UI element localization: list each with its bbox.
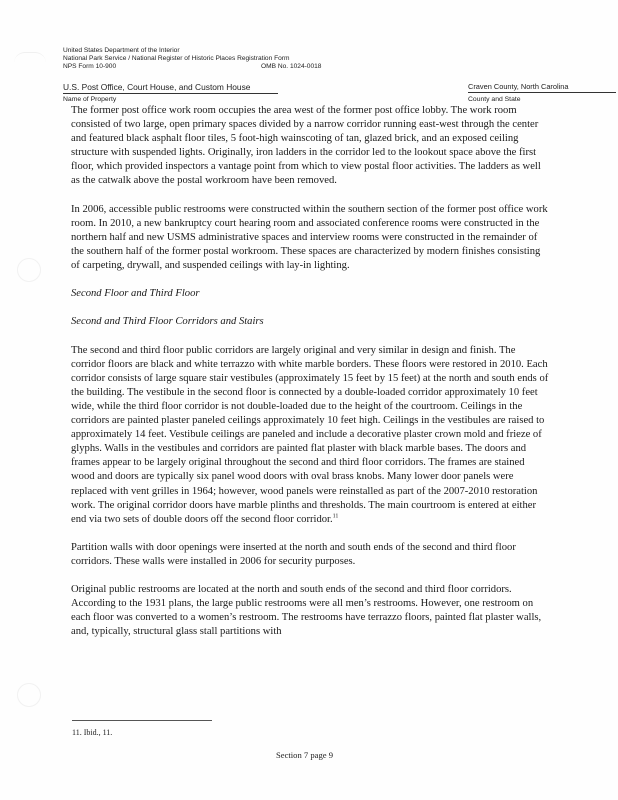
scan-artifact bbox=[14, 52, 46, 63]
agency-line-2: National Park Service / National Register of Historic Places Registration Form bbox=[63, 55, 290, 62]
footnote-reference[interactable]: 11 bbox=[332, 513, 339, 520]
paragraph-corridors bbox=[71, 344, 549, 527]
section-heading-second-third-floor: Second Floor and Third Floor bbox=[71, 288, 200, 300]
subsection-heading-corridors-stairs: Second and Third Floor Corridors and Stairs bbox=[71, 316, 264, 328]
paragraph-public-restrooms: Original public restrooms are located at the north and south ends of the second and third floor corridors. According to the 1931 plans, the large public restrooms were all men’s restrooms. However, one restroom on each floor was converted to a women’s restroom. The restrooms have terrazzo floors, painted flat plaster walls, and, typically, structural glass stall partitions with bbox=[71, 584, 542, 638]
hole-punch-mark bbox=[17, 683, 41, 707]
paragraph-2006-restrooms: In 2006, accessible public restrooms were constructed within the southern section of the former post office work room. In 2010, a new bankruptcy court hearing room and associated conference rooms were constructed in the northern half and new USMS administrative spaces and interview rooms were constructed in the remainder of the southern half of the former postal workroom. These spaces are characterized by modern finishes consisting of carpeting, drywall, and suspended ceilings with lay-in lighting. bbox=[71, 203, 548, 272]
property-name: U.S. Post Office, Court House, and Custom House bbox=[63, 82, 278, 94]
agency-line-1: United States Department of the Interior bbox=[63, 47, 180, 54]
omb-number: OMB No. 1024-0018 bbox=[261, 63, 322, 70]
form-number: NPS Form 10-900 bbox=[63, 63, 117, 70]
property-name-label: Name of Property bbox=[63, 96, 117, 103]
paragraph-workroom: The former post office work room occupies the area west of the former post office lobby. The work room consisted of two large, open primary spaces divided by a narrow corridor running east-west through the center and featured black asphalt floor tiles, 5 foot-high wainscoting of tan, glazed brick, and an exposed ceiling structure with suspended lights. Originally, iron ladders in the corridor led to the lookout space above the first floor, which provided inspectors a vantage point from which to view postal floor activities. The ladders as well as the catwalk above the postal workroom have been removed. bbox=[71, 105, 541, 187]
form-header bbox=[63, 47, 333, 71]
footnote-divider bbox=[72, 720, 212, 721]
paragraph-corridors-text: The second and third floor public corridors are largely original and very similar in design and finish. The corridor floors are black and white terrazzo with white marble borders. These floors were restored in 2010. Each corridor consists of large square stair vestibules (approximately 15 feet by 15 feet) at the north and south ends of the building. The vestibule in the second floor is connected by a double-loaded corridor approximately 10 feet wide, while the third floor corridor is not double-loaded due to the height of the courtroom. Ceilings in the corridors are painted plaster paneled ceilings approximately 10 feet high. Ceilings in the vestibules are raised to approximately 14 feet. Vestibule ceilings are paneled and include a decorative plaster crown mold and frieze of glyphs. Walls in the vestibules and corridors are painted flat plaster with black marble bases. The doors and frames appear to be largely original throughout the second and third floor corridors. The frames are stained wood and doors are typically six panel wood doors with oval brass knobs. Many lower door panels were replaced with vent grilles in 1964; however, wood panels were reinstalled as part of the 2007-2010 restoration work. The original corridor doors have marble plinths and thresholds. The main courtroom is entered at either end via two sets of double doors off the second floor corridor. bbox=[71, 344, 549, 525]
paragraph-partition-walls: Partition walls with door openings were inserted at the north and south ends of the second and third floor corridors. These walls were installed in 2006 for security purposes. bbox=[71, 541, 516, 567]
footnote: 11. Ibid., 11. bbox=[72, 728, 113, 737]
page-number: Section 7 page 9 bbox=[276, 750, 334, 760]
hole-punch-mark bbox=[17, 258, 41, 282]
form-number-row bbox=[63, 63, 333, 71]
county-state: Craven County, North Carolina bbox=[468, 82, 616, 93]
body-text bbox=[71, 104, 549, 654]
county-state-label: County and State bbox=[468, 96, 521, 103]
